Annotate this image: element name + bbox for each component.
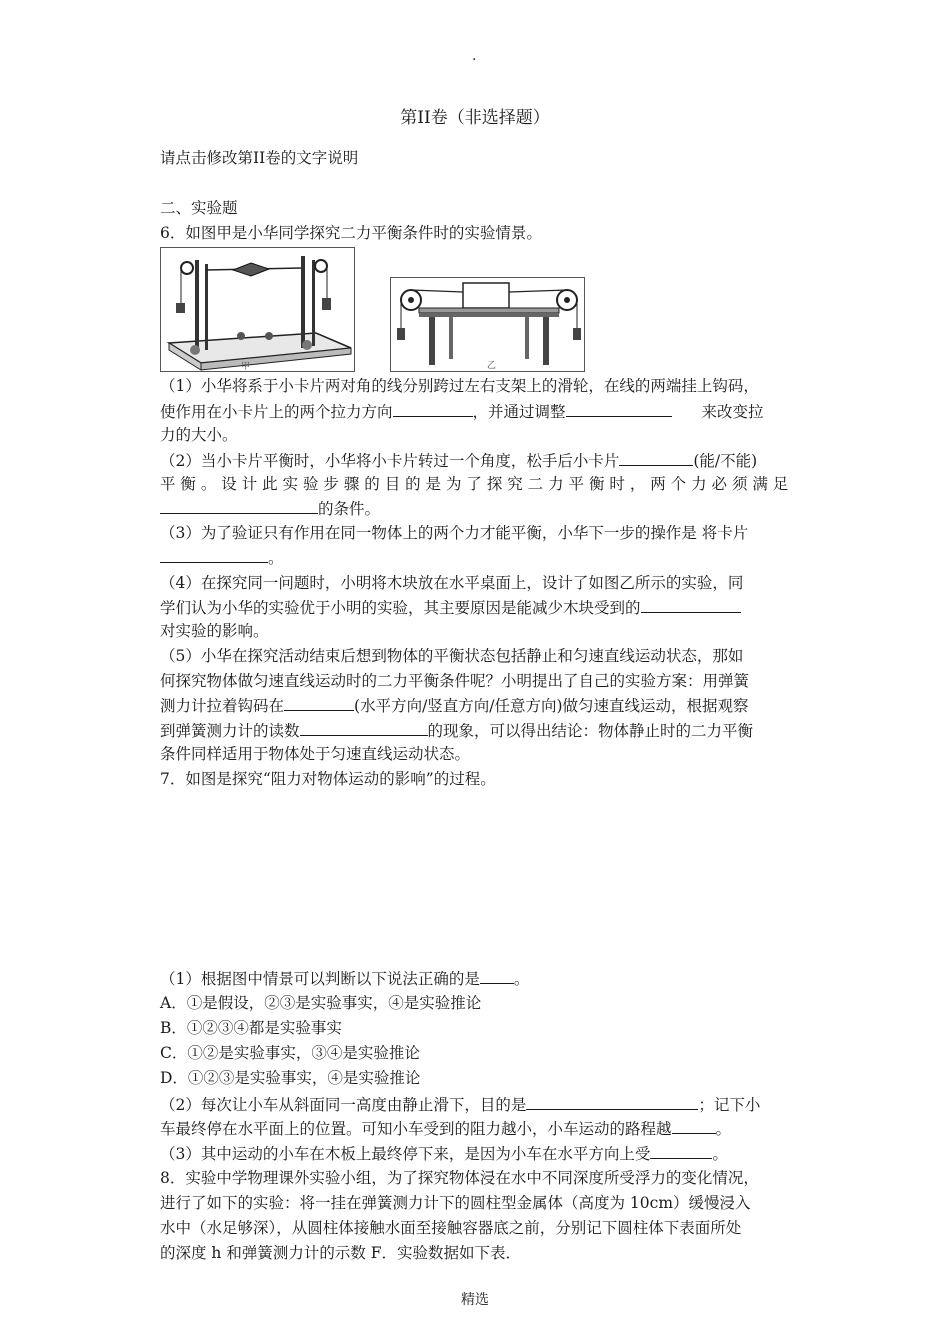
q6-p2-text-c: 的条件。 bbox=[318, 500, 381, 518]
figure-a-drawing bbox=[161, 248, 354, 371]
q6-p1-line2 bbox=[160, 401, 764, 422]
q6-p2-line1 bbox=[160, 450, 757, 471]
q6-p2-text-a: （2）当小卡片平衡时，小华将小卡片转过一个角度，松手后小卡片 bbox=[160, 452, 620, 470]
q6-p5-line2: 何探究物体做匀速直线运动时的二力平衡条件呢？小明提出了自己的实验方案：用弹簧 bbox=[160, 672, 750, 690]
answer-blank[interactable] bbox=[566, 401, 672, 417]
q6-p2-text-b: (能/不能) bbox=[693, 452, 758, 470]
answer-blank[interactable] bbox=[160, 498, 318, 514]
q6-p3-line1: （3）为了验证只有作用在同一物体上的两个力才能平衡，小华下一步的操作是 将卡片 bbox=[160, 524, 749, 542]
q8-line2: 进行了如下的实验：将一挂在弹簧测力计下的圆柱型金属体（高度为 10cm）缓慢浸入 bbox=[160, 1194, 751, 1212]
figure-b-label: 乙 bbox=[487, 361, 497, 371]
q6-p3-text: 。 bbox=[268, 549, 284, 567]
answer-blank[interactable] bbox=[300, 720, 428, 736]
q7-option-d[interactable]: D．①②③是实验事实，④是实验推论 bbox=[160, 1069, 421, 1087]
q7-p2-text-b: ；记下小 bbox=[698, 1096, 761, 1114]
q6-p2-line2: 平 衡 。 设 计 此 实 验 步 骤 的 目 的 是 为 了 探 究 二 力 平 衡 时 ， 两 个 力 必 须 满 足 bbox=[160, 475, 789, 493]
answer-blank[interactable] bbox=[650, 1143, 712, 1159]
q6-p5-text-b: (水平方向/竖直方向/任意方向)做匀速直线运动，根据观察 bbox=[354, 697, 749, 715]
q7-p3-text-a: （3）其中运动的小车在木板上最终停下来，是因为小车在水平方向上受 bbox=[160, 1145, 651, 1163]
q7-p2-text-a: （2）每次让小车从斜面同一高度由静止滑下，目的是 bbox=[160, 1096, 527, 1114]
answer-blank[interactable] bbox=[526, 1094, 698, 1110]
q6-p5-line4 bbox=[160, 720, 753, 741]
q6-p5-text-a: 测力计拉着钩码在 bbox=[160, 697, 285, 715]
edit-hint[interactable]: 请点击修改第II卷的文字说明 bbox=[160, 149, 359, 167]
q6-p5-line3 bbox=[160, 695, 749, 716]
answer-blank[interactable] bbox=[672, 1118, 716, 1134]
q6-p5-text-c: 到弹簧测力计的读数 bbox=[160, 722, 300, 740]
q6-p4-line1: （4）在探究同一问题时，小明将木块放在水平桌面上，设计了如图乙所示的实验，同 bbox=[160, 574, 744, 592]
q6-p3-line2 bbox=[160, 547, 284, 568]
answer-blank[interactable] bbox=[480, 968, 514, 984]
header-dot: . bbox=[472, 48, 477, 64]
q6-p1-line3: 力的大小。 bbox=[160, 426, 238, 444]
q7-p3-text-b: 。 bbox=[712, 1145, 728, 1163]
q6-p1-text-a: 使作用在小卡片上的两个拉力方向 bbox=[160, 403, 393, 421]
q8-line1: 8．实验中学物理课外实验小组，为了探究物体浸在水中不同深度所受浮力的变化情况， bbox=[160, 1169, 759, 1187]
q7-p2-text-d: 。 bbox=[715, 1120, 732, 1138]
q6-p1-line1: （1）小华将系于小卡片两对角的线分别跨过左右支架上的滑轮，在线的两端挂上钩码， bbox=[160, 377, 759, 395]
q6-p5-text-d: 的现象，可以得出结论：物体静止时的二力平衡 bbox=[427, 722, 754, 740]
q6-p5-line1: （5）小华在探究活动结束后想到物体的平衡状态包括静止和匀速直线运动状态，那如 bbox=[160, 647, 744, 665]
figure-b-drawing bbox=[391, 278, 584, 371]
page-title: 第II卷（非选择题） bbox=[400, 108, 550, 128]
q6-p4-line2 bbox=[160, 597, 741, 618]
answer-blank[interactable] bbox=[393, 401, 473, 417]
q6-p2-line3 bbox=[160, 498, 380, 519]
q7-p2-text-c: 车最终停在水平面上的位置。可知小车受到的阻力越小，小车运动的路程越 bbox=[160, 1120, 672, 1138]
q6-p1-text-c: 来改变拉 bbox=[701, 403, 764, 421]
q7-p2-line1 bbox=[160, 1094, 760, 1115]
q7-option-c[interactable]: C．①②是实验事实，③④是实验推论 bbox=[160, 1044, 420, 1062]
q7-p3 bbox=[160, 1143, 728, 1164]
q8-line3: 水中（水足够深），从圆柱体接触水面至接触容器底之前，分别记下圆柱体下表面所处 bbox=[160, 1219, 742, 1237]
section-heading: 二、实验题 bbox=[160, 199, 238, 217]
q7-option-a[interactable]: A．①是假设，②③是实验事实，④是实验推论 bbox=[160, 994, 482, 1012]
q6-p4-line3: 对实验的影响。 bbox=[160, 622, 269, 640]
q8-line4: 的深度 h 和弹簧测力计的示数 F．实验数据如下表． bbox=[160, 1244, 522, 1262]
q6-intro: 6．如图甲是小华同学探究二力平衡条件时的实验情景。 bbox=[160, 224, 542, 242]
figure-a-label: 甲 bbox=[241, 362, 251, 371]
q7-p1 bbox=[160, 968, 529, 989]
q6-p5-line5: 条件同样适用于物体处于匀速直线运动状态。 bbox=[160, 745, 471, 763]
q7-p1-end: 。 bbox=[513, 970, 530, 988]
answer-blank[interactable] bbox=[619, 450, 693, 466]
answer-blank[interactable] bbox=[641, 597, 741, 613]
figure-a bbox=[160, 247, 355, 372]
figure-b bbox=[390, 277, 585, 372]
q7-p1-text: （1）根据图中情景可以判断以下说法正确的是 bbox=[160, 970, 480, 988]
q7-intro: 7．如图是探究“阻力对物体运动的影响”的过程。 bbox=[160, 770, 496, 788]
answer-blank[interactable] bbox=[284, 695, 354, 711]
q6-p1-text-b: ，并通过调整 bbox=[472, 403, 566, 421]
page-footer: 精选 bbox=[461, 1292, 489, 1308]
q7-p2-line2 bbox=[160, 1118, 731, 1139]
q6-p4-text: 学们认为小华的实验优于小明的实验，其主要原因是能减少木块受到的 bbox=[160, 599, 641, 617]
q7-option-b[interactable]: B．①②③④都是实验事实 bbox=[160, 1019, 342, 1037]
answer-blank[interactable] bbox=[160, 547, 268, 563]
